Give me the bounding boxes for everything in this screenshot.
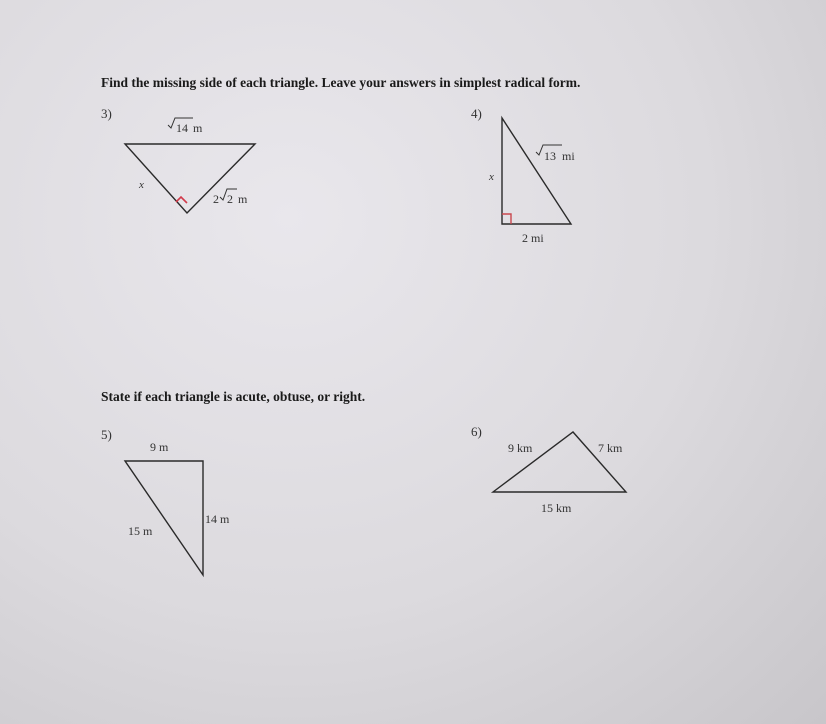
svg-text:m: m [238, 192, 248, 206]
label-7km: 7 km [598, 441, 623, 455]
label-x-3: x [139, 179, 144, 191]
label-15m: 15 m [128, 524, 153, 538]
label-sqrt13mi [536, 145, 575, 163]
label-9km: 9 km [508, 441, 533, 455]
problem-4-number: 4) [471, 106, 482, 121]
problem-5-triangle [125, 440, 230, 575]
problem-6-number: 6) [471, 424, 482, 439]
problem-3-number: 3) [101, 106, 112, 121]
problem-4-triangle [488, 118, 575, 245]
problem-3-triangle [125, 118, 255, 213]
label-9m: 9 m [150, 440, 169, 454]
svg-text:2: 2 [227, 192, 233, 206]
label-2sqrt2m [213, 189, 248, 206]
svg-text:m: m [193, 121, 203, 135]
svg-text:mi: mi [562, 149, 575, 163]
section-heading-missing-side: Find the missing side of each triangle. Leave your answers in simplest radical form. [101, 75, 581, 90]
svg-text:14: 14 [176, 121, 188, 135]
label-x-4: x [489, 171, 494, 183]
right-angle-marker [502, 214, 511, 224]
label-15km: 15 km [541, 501, 572, 515]
section-heading-classify: State if each triangle is acute, obtuse, or right. [101, 389, 366, 404]
label-14m: 14 m [205, 512, 230, 526]
svg-text:13: 13 [544, 149, 556, 163]
label-2mi: 2 mi [522, 231, 544, 245]
svg-text:2: 2 [213, 192, 219, 206]
label-sqrt14m [168, 118, 203, 135]
problem-6-triangle [493, 432, 626, 515]
problem-5-number: 5) [101, 427, 112, 442]
